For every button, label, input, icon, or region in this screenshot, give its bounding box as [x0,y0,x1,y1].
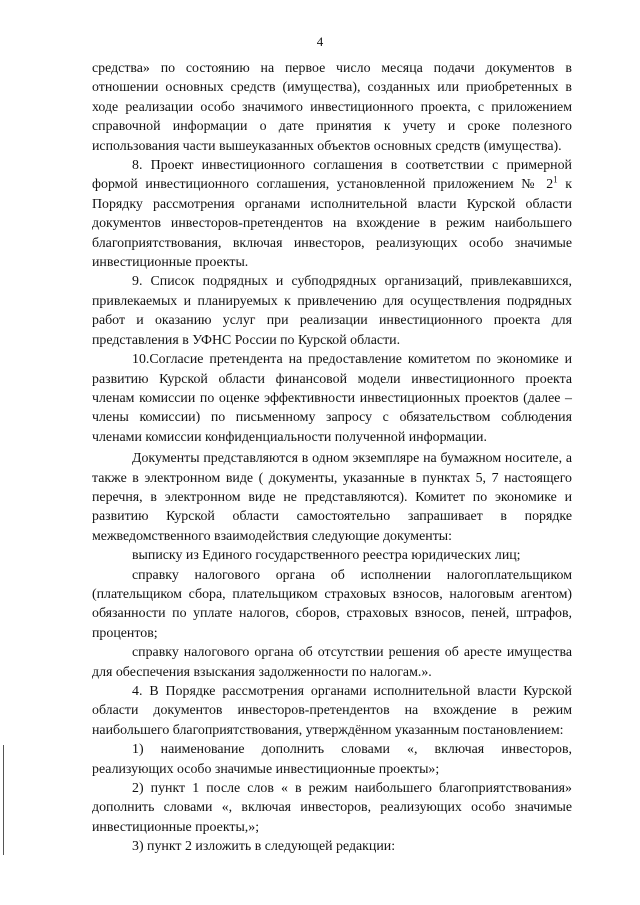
paragraph: средства» по состоянию на первое число месяца подачи документов в отношении основных средств (имущества), созданных или приобретенных в ходе реализации особо значимого инвестиционного проекта, с приложением справочной информации о дате принятия к учету и сроке полезного использования части вышеуказанных объектов основных средств (имущества). [92,61,572,154]
margin-scan-line [3,745,4,855]
page-number: 4 [316,34,324,49]
paragraph-item-8 [92,156,572,272]
paragraph: Документы представляются в одном экземпляре на бумажном носителе, а также в электронном виде ( документы, указанные в пунктах 5, 7 настоящего перечня, в электронном виде не представляются). Комитет по экономике и развитию Курской области самостоятельно запрашивает в порядке межведомственного взаимодействия следующие документы: [92,451,572,544]
paragraph-text: к Порядку рассмотрения органами исполнительной власти Курской области документов инвесторов-претендентов на вхождение в режим наибольшего благоприятствования, включая инвесторов, реализующих особо значимые инвестиционные проекты. [92,177,572,271]
paragraph-item-9: 9. Список подрядных и субподрядных организаций, привлекавшихся, привлекаемых и планируемых к привлечению для осуществления подрядных работ и оказанию услуг при реализации инвестиционного проекта для представления в УФНС России по Курской области. [92,274,572,348]
superscript: 1 [553,174,558,185]
document-body [92,59,572,857]
paragraph: выписку из Единого государственного реестра юридических лиц; [132,548,521,564]
paragraph: 3) пункт 2 изложить в следующей редакции: [132,839,396,855]
paragraph-item-4: 4. В Порядке рассмотрения органами исполнительной власти Курской области документов инвесторов-претендентов на вхождение в режим наибольшего благоприятствования, утверждённом указанным постановлением: [92,684,572,738]
paragraph: справку налогового органа об исполнении налогоплательщиком (плательщиком сбора, плательщиком страховых взносов, налоговым агентом) обязанности по уплате налогов, сборов, страховых взносов, пеней, штрафов, процентов; [92,567,572,641]
paragraph-item-10: 10.Согласие претендента на предоставление комитетом по экономике и развитию Курской области финансовой модели инвестиционного проекта членам комиссии по оценке эффективности инвестиционных проектов (далее – члены комиссии) по письменному запросу с обязательством соблюдения членами комиссии конфиденциальности полученной информации. [92,352,572,445]
paragraph: 2) пункт 1 после слов « в режим наибольшего благоприятствования» дополнить словами «, включая инвесторов, реализующих особо значимые инвестиционные проекты,»; [92,781,572,835]
paragraph: 1) наименование дополнить словами «, включая инвесторов, реализующих особо значимые инвестиционные проекты»; [92,742,572,777]
paragraph-text: 8. Проект инвестиционного соглашения в соответствии с примерной формой инвестиционного соглашения, установленной приложением № 2 [92,158,572,193]
paragraph: справку налогового органа об отсутствии решения об аресте имущества для обеспечения взыскания задолженности по налогам.». [92,645,572,680]
